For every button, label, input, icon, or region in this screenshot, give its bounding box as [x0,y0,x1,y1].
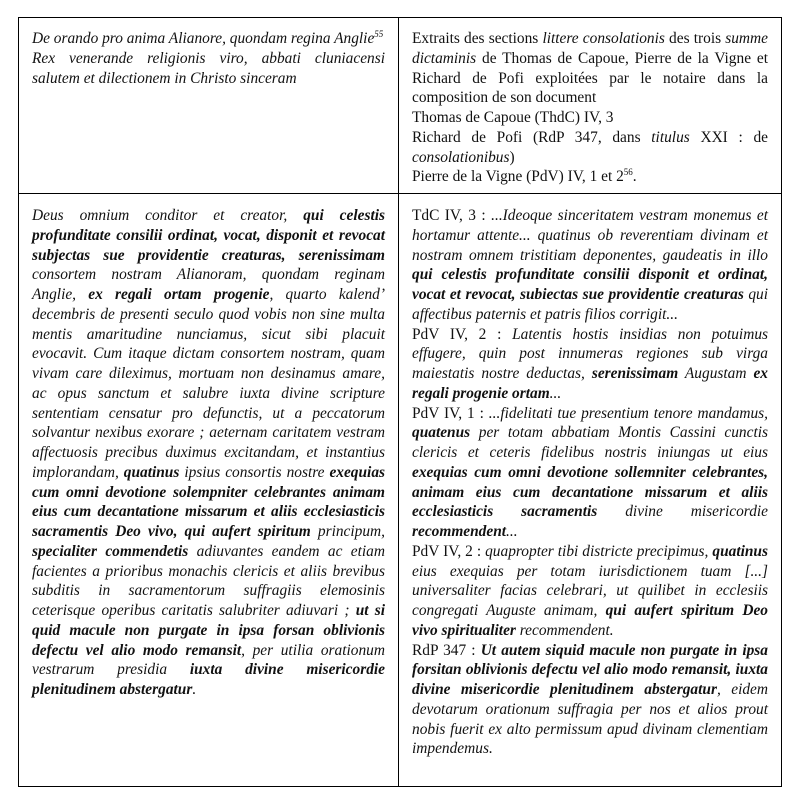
rdp-part: ) [509,148,515,166]
body-row [19,194,782,787]
body_right-run: exequias cum omni devotione sollemniter celebrantes, animam eius cum decantatione missarum et aliis ecclesiasticis sacramentis [412,463,768,521]
footnote-56: 56 [623,167,633,178]
body_left-run: . [192,681,197,698]
body_right-run: Ut autem siquid macule non purgate in ipsa forsitan oblivionis defectu vel alio modo remansit, iuxta divine misericordie plenitudinem abstergatur [412,641,768,698]
body-left-cell [19,194,399,787]
desc-part: littere consolationis [542,30,665,47]
letter-salutation: Rex venerande religionis viro, abbati cluniacensi salutem et dilectionem in Christo sinceram [32,49,385,87]
body_right-run: , eidem devotarum orationum suffragia per nos et alios prout nobis fuerit ex alto permissum apud divinam clementiam impendemus. [412,681,768,758]
body_right-run: PdV IV, 2 : [412,325,513,343]
body_right-run: ... [549,384,562,402]
body_right-run: quatenus [412,424,471,442]
body_left-run: quatinus [123,463,180,481]
body_left-run: ex regali ortam progenie [88,286,270,303]
body_right-run: PdV IV, 2 : [412,542,486,560]
body_left-run: qui celestis profunditate consilii ordinat, vocat, disponit et revocat subjectas sue providentie creaturas, serenissimam [32,207,385,264]
body_right-run: quapropter tibi districte precipimus, [485,542,713,560]
footnote-55: 55 [374,29,384,39]
body_right-run: Augustam [678,365,754,382]
body_left-run: adiuvantes eandem ac etiam facientes a prioribus monachis clericis et aliis brevibus subditis in sacramentorum suffragiis elemosinis ceterisque operibus caritatis salubriter adiuvari ; [32,542,385,619]
body_right-run: recommendent. [515,621,614,639]
desc-part: summe dictaminis [412,30,768,67]
pdv-part: Pierre de la Vigne (PdV) IV, 1 et 2 [412,168,624,186]
rdp-part: Richard de Pofi (RdP 347, dans [412,128,652,146]
body_left-run: , quarto kalend’ decembris de presenti seculo quod vobis non sine multa mentis amaritudine nunciamus, sicut sibi placuit evocavit. Cum itaque dictam consortem nostram, quam vivam care dileximus, mortuam non desinamus amare, ac opus sanctum et salubre iuxta divine scripture sententiam censatur pro defunctis, ut a peccatorum solvantur nexibus exorare ; aeternam caritatem vestram affectuosis precibus duximus excitandam, et instantius implorandam, [32,286,385,481]
rdp-part: consolationibus [412,148,510,166]
body_right-run: TdC IV, 3 : [412,207,492,224]
desc-part: Extraits des sections [412,30,543,47]
body_left-run: principum, [310,523,385,540]
desc-part: des trois [664,30,726,47]
body_right-run: PdV IV, 1 : [412,404,489,422]
body_right-run: ...fidelitati tue presentium tenore mandamus, [488,404,768,422]
rdp-part: titulus [651,128,690,146]
body_right-run: RdP 347 : [412,641,481,659]
sources-description [412,29,768,108]
body_right-run: ...Ideoque sinceritatem vestram monemus et hortamur attente... quatinus ob reverentiam divinam et nostram omnem tristitiam deponentes, gaudeatis in illo [412,207,768,264]
body-right-cell [399,194,782,787]
body_right-run: qui celestis profunditate consilii disponit et ordinat, vocat et revocat, subiectas sue providentie creaturas [412,266,768,303]
rdp-part: XXI : de [689,128,768,146]
header-row [19,18,782,194]
header-left-cell [19,18,399,194]
letter-title [32,29,385,49]
body_left-run: ut si quid macule non purgate in ipsa forsan oblivionis defectu vel alio modo remansit [32,602,386,659]
header-right-cell [399,18,782,194]
comparison-table [18,17,782,787]
source-thdc: Thomas de Capoue (ThdC) IV, 3 [412,109,614,126]
body_right-run: divine misericordie [597,503,768,521]
body_right-run: per totam abbatiam Montis Cassini cunctis clericis et ceteris fidelibus nostris iniungas ut eius [412,424,768,461]
source-rdp [412,128,768,168]
body_right-run: quatinus [712,542,768,560]
body_right-run: recommendent [412,523,507,540]
source-pdv [412,167,768,187]
letter-text [32,206,385,700]
body_left-run: , per utilia orationum vestrarum presidia [32,641,385,679]
source-extracts [412,206,768,759]
letter-title-text: De orando pro anima Alianore, quondam regina Anglie [32,30,375,47]
body_right-run: qui affectibus paternis et patris filios corrigit... [412,286,769,323]
body_left-run: iuxta divine misericordie plenitudinem abstergatur [32,661,385,698]
body_left-run: specialiter commendetis [32,542,189,560]
pdv-part: . [632,168,637,186]
body_right-run: Latentis hostis insidias non potuimus effugere, quin post innumeras regiones sub virga maiestatis nostre deductas, [412,325,769,382]
body_right-run: eius exequias per totam iurisdictionem tuam [...] universaliter facias celebrari, ut quilibet in ecclesiis congregati Auguste animam, [412,562,768,619]
body_left-run: consortem nostram Alianoram, quondam reginam Anglie, [32,266,385,303]
body_right-run: ... [506,523,518,540]
body_left-run: exequias cum omni devotione solempniter celebrantes animam eius cum decantatione missarum et aliis ecclesiasticis sacramentis Deo vivo, qui aufert spiritum [32,463,386,540]
body_left-run: ipsius consortis nostre [179,463,330,481]
body_right-run: ex regali progenie ortam [412,365,768,402]
body_right-run: qui aufert spiritum Deo vivo spiritualiter [412,602,768,639]
desc-part: de Thomas de Capoue, Pierre de la Vigne et Richard de Pofi exploitées par le notaire dans la composition de son document [412,49,768,107]
body_right-run: serenissimam [591,365,679,382]
body_left-run: Deus omnium conditor et creator, [32,207,304,224]
